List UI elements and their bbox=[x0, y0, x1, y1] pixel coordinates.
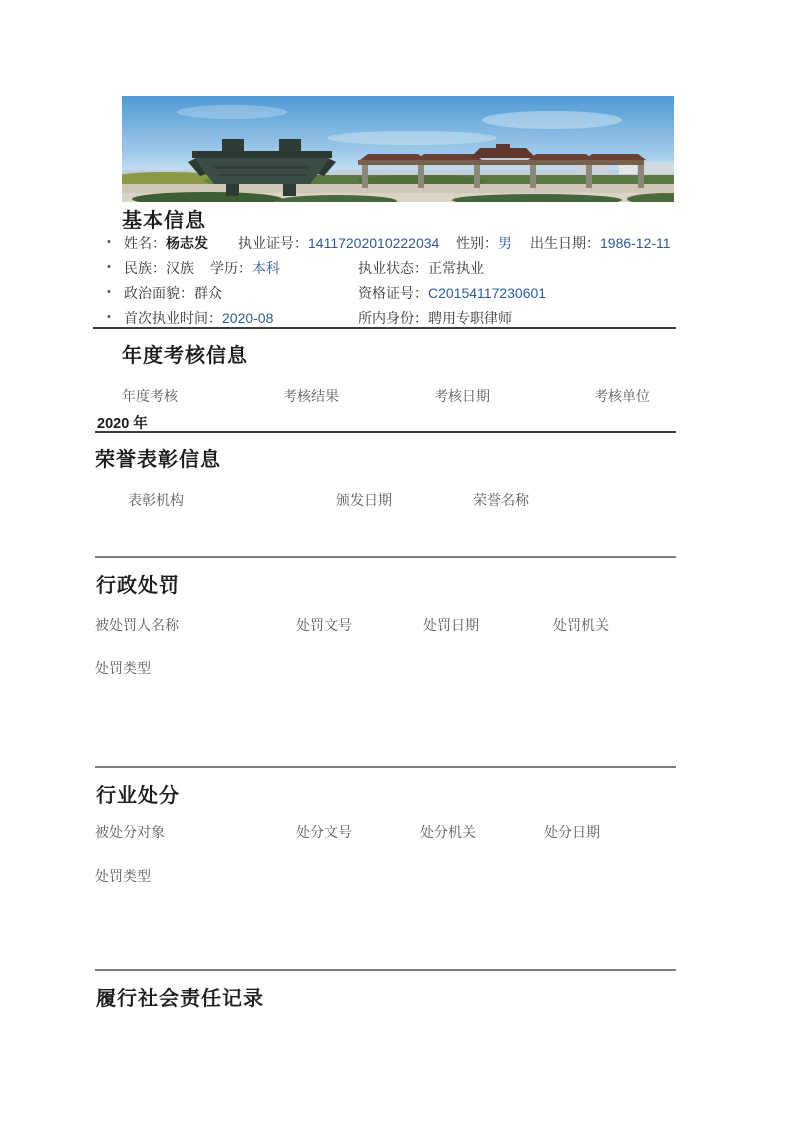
field-value: 聘用专职律师 bbox=[428, 310, 512, 326]
field-value: 正常执业 bbox=[428, 260, 484, 276]
section-title-annual-review: 年度考核信息 bbox=[122, 345, 248, 367]
column-header: 颁发日期 bbox=[336, 492, 392, 508]
column-header: 表彰机构 bbox=[128, 492, 184, 508]
field-label: 执业状态： bbox=[358, 260, 428, 276]
honors-header-row bbox=[0, 490, 793, 508]
header-photo bbox=[122, 96, 674, 202]
field-label: 所内身份： bbox=[358, 310, 428, 326]
column-header: 考核日期 bbox=[434, 388, 490, 404]
field-label: 首次执业时间： bbox=[124, 310, 222, 326]
column-header: 处罚类型 bbox=[95, 868, 151, 884]
field-value: 汉族 bbox=[166, 260, 194, 276]
column-header: 处分日期 bbox=[544, 824, 600, 840]
column-header: 处分机关 bbox=[420, 824, 476, 840]
column-header: 处罚文号 bbox=[296, 617, 352, 633]
field-label: 姓名： bbox=[124, 235, 166, 251]
field-label: 性别： bbox=[456, 235, 498, 251]
section-title-honors: 荣誉表彰信息 bbox=[95, 449, 221, 471]
field-firm-role bbox=[358, 308, 512, 328]
basic-info-row-4 bbox=[0, 308, 793, 328]
field-value: 群众 bbox=[194, 285, 222, 301]
field-value: 2020-08 bbox=[222, 310, 274, 326]
section-divider bbox=[93, 327, 676, 329]
field-value: 1986-12-11 bbox=[600, 235, 671, 251]
field-label: 执业证号： bbox=[238, 235, 308, 251]
field-label: 学历： bbox=[210, 260, 252, 276]
field-label: 资格证号： bbox=[358, 285, 428, 301]
industry-discipline-header-row-1 bbox=[0, 822, 793, 840]
field-label: 民族： bbox=[124, 260, 166, 276]
column-header: 被处罚人名称 bbox=[95, 617, 179, 633]
field-education bbox=[210, 258, 280, 278]
section-title-admin-penalty: 行政处罚 bbox=[96, 575, 180, 597]
bullet-icon: • bbox=[107, 286, 111, 298]
column-header: 荣誉名称 bbox=[473, 492, 529, 508]
section-divider bbox=[95, 969, 676, 971]
field-political-status bbox=[124, 283, 222, 303]
field-practice-status bbox=[358, 258, 484, 278]
basic-info-row-2 bbox=[0, 258, 793, 278]
section-divider bbox=[95, 556, 676, 558]
section-title-basic-info: 基本信息 bbox=[122, 210, 206, 232]
field-ethnicity bbox=[124, 258, 194, 278]
section-title-social-responsibility: 履行社会责任记录 bbox=[96, 988, 264, 1010]
field-value: 14117202010222034 bbox=[308, 235, 440, 251]
bullet-icon: • bbox=[107, 261, 111, 273]
bullet-icon: • bbox=[107, 311, 111, 323]
field-qualification-number bbox=[358, 283, 546, 303]
field-first-practice-date bbox=[124, 308, 273, 328]
industry-discipline-header-row-2 bbox=[0, 866, 793, 884]
section-divider bbox=[95, 766, 676, 768]
annual-review-header-row bbox=[0, 386, 793, 404]
column-header: 处罚日期 bbox=[423, 617, 479, 633]
basic-info-row-1 bbox=[0, 233, 793, 253]
field-gender bbox=[456, 233, 512, 253]
column-header: 考核结果 bbox=[283, 388, 339, 404]
field-label: 政治面貌： bbox=[124, 285, 194, 301]
column-header: 考核单位 bbox=[594, 388, 650, 404]
field-birth-date bbox=[530, 233, 671, 253]
bullet-icon: • bbox=[107, 236, 111, 248]
field-license-number bbox=[238, 233, 439, 253]
admin-penalty-header-row-1 bbox=[0, 615, 793, 633]
field-value: C20154117230601 bbox=[428, 285, 547, 301]
column-header: 处罚类型 bbox=[95, 660, 151, 676]
column-header: 处分文号 bbox=[296, 824, 352, 840]
basic-info-row-3 bbox=[0, 283, 793, 303]
section-divider bbox=[95, 431, 676, 433]
column-header: 被处分对象 bbox=[95, 824, 165, 840]
field-value: 本科 bbox=[252, 260, 280, 276]
column-header: 处罚机关 bbox=[553, 617, 609, 633]
section-title-industry-discipline: 行业处分 bbox=[96, 785, 180, 807]
field-value: 男 bbox=[498, 235, 512, 251]
column-header: 年度考核 bbox=[122, 388, 178, 404]
annual-review-row-year: 2020 年 bbox=[97, 416, 148, 432]
landscape-photo-graphic bbox=[122, 96, 674, 202]
field-value: 杨志发 bbox=[166, 235, 208, 251]
admin-penalty-header-row-2 bbox=[0, 658, 793, 676]
field-label: 出生日期： bbox=[530, 235, 600, 251]
field-name bbox=[124, 233, 208, 253]
